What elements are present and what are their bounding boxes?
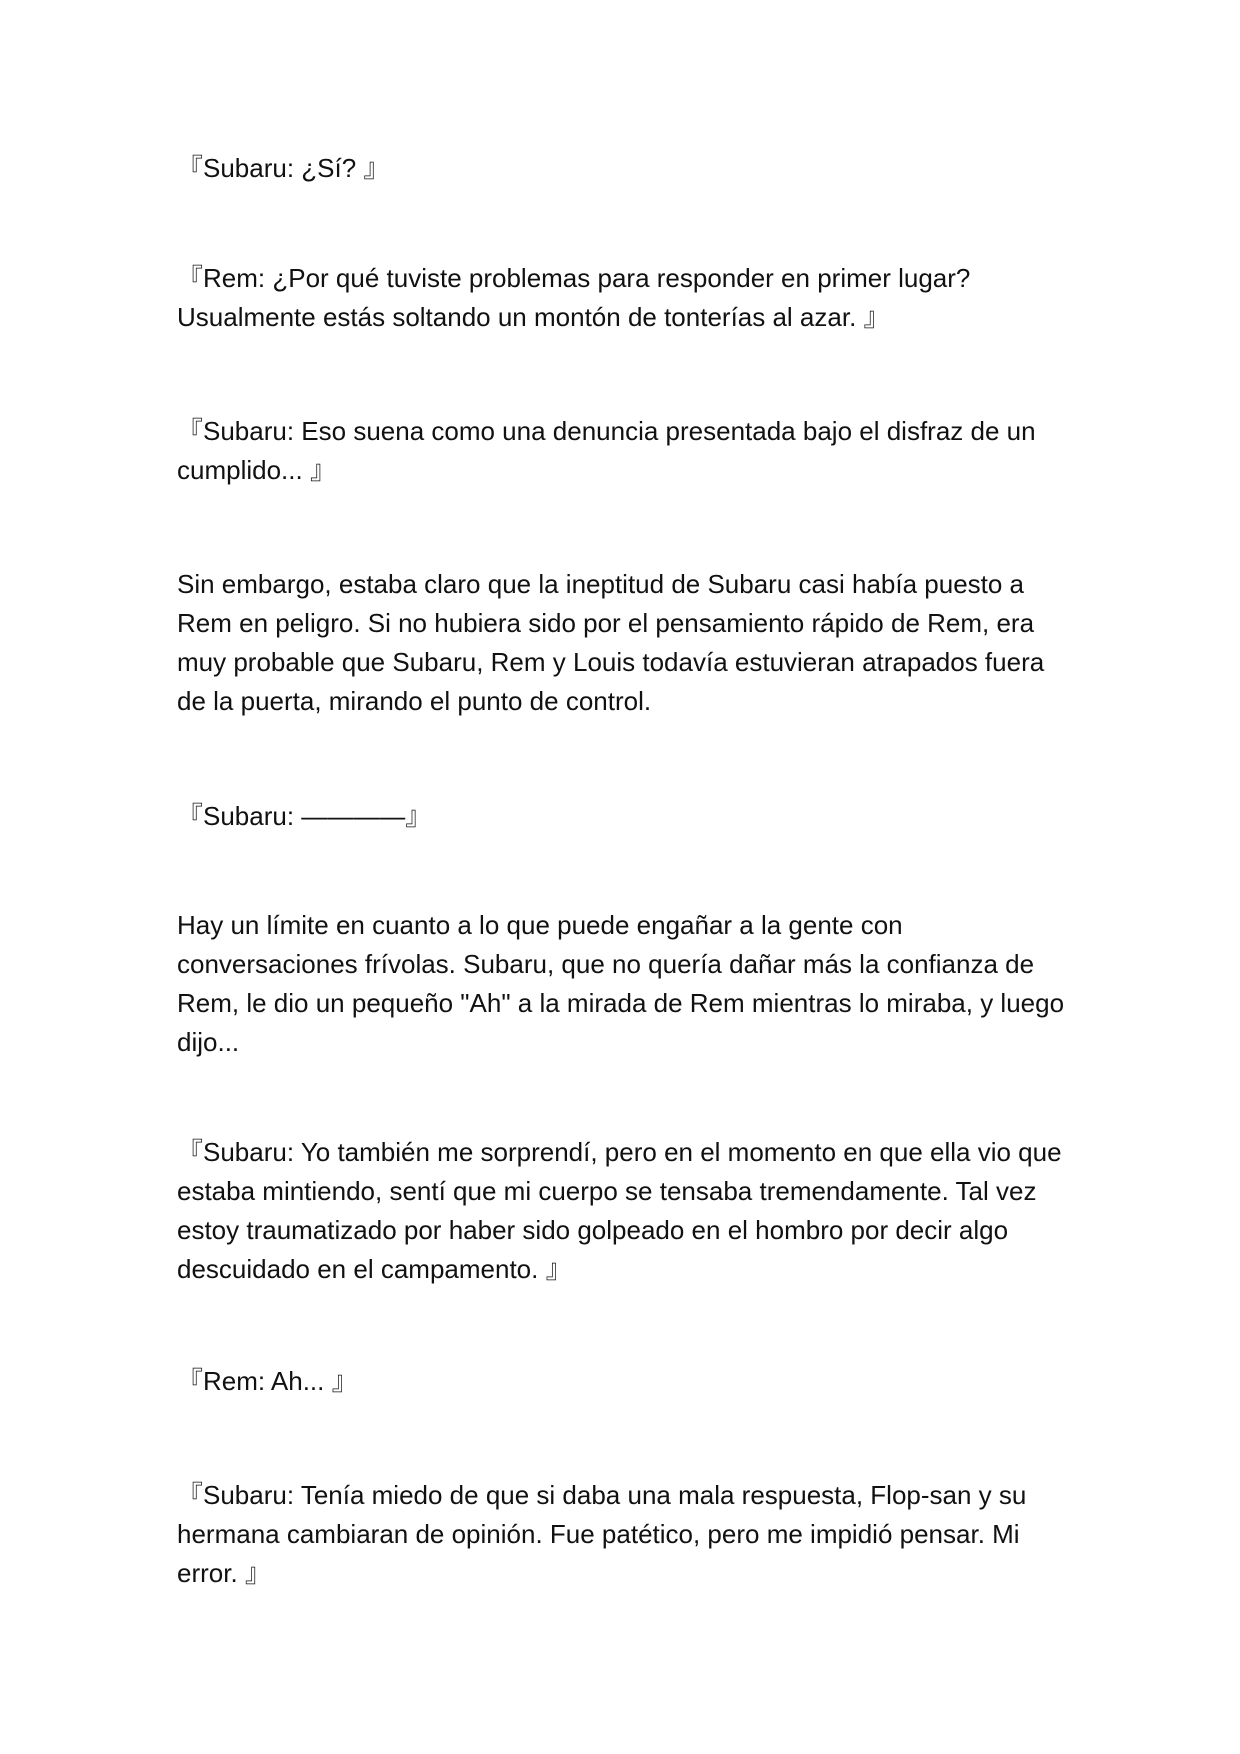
- paragraph-5: 『Subaru: ————』: [177, 801, 432, 831]
- paragraph-8: 『Rem: Ah... 』: [177, 1366, 358, 1396]
- paragraph-1: 『Subaru: ¿Sí? 』: [177, 153, 390, 183]
- paragraph-3: 『Subaru: Eso suena como una denuncia presentada bajo el disfraz de un cumplido... 』: [177, 416, 1036, 485]
- paragraph-2: 『Rem: ¿Por qué tuviste problemas para responder en primer lugar? Usualmente estás soltando un montón de tonterías al azar. 』: [177, 263, 971, 332]
- paragraph-9: 『Subaru: Tenía miedo de que si daba una mala respuesta, Flop-san y su hermana cambiaran de opinión. Fue patético, pero me impidió pensar. Mi error. 』: [177, 1480, 1027, 1588]
- paragraph-4: Sin embargo, estaba claro que la ineptitud de Subaru casi había puesto a Rem en peligro. Si no hubiera sido por el pensamiento rápido de Rem, era muy probable que Subaru, Rem y Louis todavía estuvieran atrapados fuera de la puerta, mirando el punto de control.: [177, 569, 1045, 716]
- paragraph-7: 『Subaru: Yo también me sorprendí, pero en el momento en que ella vio que estaba mintiendo, sentí que mi cuerpo se tensaba tremendamente. Tal vez estoy traumatizado por haber sido golpeado en el hombro por decir algo descuidado en el campamento. 』: [177, 1137, 1062, 1284]
- paragraph-6: Hay un límite en cuanto a lo que puede engañar a la gente con conversaciones frívolas. Subaru, que no quería dañar más la confianza de Rem, le dio un pequeño "Ah" a la mirada de Rem mientras lo miraba, y luego dijo...: [177, 910, 1065, 1057]
